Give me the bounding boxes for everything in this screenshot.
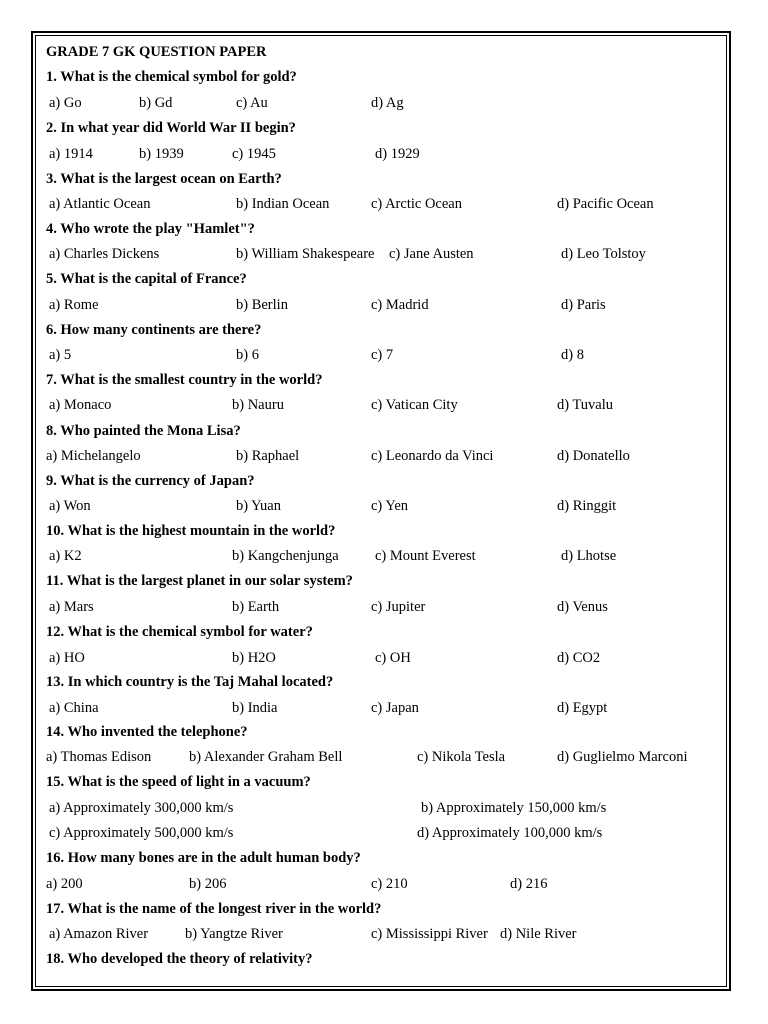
question-7: 7. What is the smallest country in the world?	[46, 372, 323, 388]
q14-option-a: a) Thomas Edison	[46, 749, 152, 765]
q13-option-d: d) Egypt	[557, 700, 608, 716]
q11-option-c: c) Jupiter	[371, 599, 426, 615]
q2-option-d: d) 1929	[375, 146, 420, 162]
question-14: 14. Who invented the telephone?	[46, 724, 248, 740]
q7-option-c: c) Vatican City	[371, 397, 458, 413]
q1-option-a: a) Go	[49, 95, 82, 111]
q16-option-a: a) 200	[46, 876, 83, 892]
q6-option-a: a) 5	[49, 347, 72, 363]
q3-option-a: a) Atlantic Ocean	[49, 196, 151, 212]
q13-option-c: c) Japan	[371, 700, 419, 716]
q15-option-d: d) Approximately 100,000 km/s	[417, 825, 603, 841]
question-17: 17. What is the name of the longest river in the world?	[46, 901, 382, 917]
q3-option-d: d) Pacific Ocean	[557, 196, 654, 212]
q11-option-d: d) Venus	[557, 599, 608, 615]
q16-option-b: b) 206	[189, 876, 227, 892]
question-2: 2. In what year did World War II begin?	[46, 120, 296, 136]
question-13: 13. In which country is the Taj Mahal located?	[46, 674, 334, 690]
q14-option-d: d) Guglielmo Marconi	[557, 749, 688, 765]
q8-option-d: d) Donatello	[557, 448, 630, 464]
question-10: 10. What is the highest mountain in the world?	[46, 523, 336, 539]
q11-option-b: b) Earth	[232, 599, 280, 615]
q5-option-a: a) Rome	[49, 297, 99, 313]
q12-option-b: b) H2O	[232, 650, 276, 666]
q14-option-b: b) Alexander Graham Bell	[189, 749, 343, 765]
question-5: 5. What is the capital of France?	[46, 271, 247, 287]
question-18: 18. Who developed the theory of relativity?	[46, 951, 313, 967]
q3-option-c: c) Arctic Ocean	[371, 196, 462, 212]
q2-option-a: a) 1914	[49, 146, 93, 162]
q4-option-c: c) Jane Austen	[389, 246, 474, 262]
q5-option-b: b) Berlin	[236, 297, 288, 313]
q1-option-c: c) Au	[236, 95, 268, 111]
q11-option-a: a) Mars	[49, 599, 94, 615]
q1-option-d: d) Ag	[371, 95, 404, 111]
q6-option-d: d) 8	[561, 347, 584, 363]
question-8: 8. Who painted the Mona Lisa?	[46, 423, 241, 439]
q16-option-d: d) 216	[510, 876, 548, 892]
q10-option-c: c) Mount Everest	[375, 548, 476, 564]
q9-option-d: d) Ringgit	[557, 498, 617, 514]
question-15: 15. What is the speed of light in a vacuum?	[46, 774, 311, 790]
q13-option-b: b) India	[232, 700, 278, 716]
question-4: 4. Who wrote the play "Hamlet"?	[46, 221, 255, 237]
q2-option-b: b) 1939	[139, 146, 184, 162]
q17-option-c: c) Mississippi River	[371, 926, 488, 942]
q1-option-b: b) Gd	[139, 95, 173, 111]
q6-option-c: c) 7	[371, 347, 394, 363]
q10-option-b: b) Kangchenjunga	[232, 548, 339, 564]
q7-option-a: a) Monaco	[49, 397, 112, 413]
q16-option-c: c) 210	[371, 876, 408, 892]
q12-option-d: d) CO2	[557, 650, 601, 666]
q9-option-a: a) Won	[49, 498, 91, 514]
q10-option-d: d) Lhotse	[561, 548, 617, 564]
q9-option-c: c) Yen	[371, 498, 409, 514]
q4-option-a: a) Charles Dickens	[49, 246, 160, 262]
page-title: GRADE 7 GK QUESTION PAPER	[46, 44, 267, 60]
question-11: 11. What is the largest planet in our solar system?	[46, 573, 353, 589]
q14-option-c: c) Nikola Tesla	[417, 749, 506, 765]
q8-option-a: a) Michelangelo	[46, 448, 141, 464]
question-1: 1. What is the chemical symbol for gold?	[46, 69, 297, 85]
q3-option-b: b) Indian Ocean	[236, 196, 330, 212]
q12-option-c: c) OH	[375, 650, 411, 666]
q17-option-a: a) Amazon River	[49, 926, 149, 942]
q7-option-b: b) Nauru	[232, 397, 284, 413]
question-3: 3. What is the largest ocean on Earth?	[46, 171, 282, 187]
q15-option-b: b) Approximately 150,000 km/s	[421, 800, 607, 816]
q17-option-d: d) Nile River	[500, 926, 577, 942]
question-16: 16. How many bones are in the adult human body?	[46, 850, 361, 866]
q6-option-b: b) 6	[236, 347, 259, 363]
q9-option-b: b) Yuan	[236, 498, 281, 514]
q10-option-a: a) K2	[49, 548, 82, 564]
q8-option-b: b) Raphael	[236, 448, 300, 464]
q15-option-a: a) Approximately 300,000 km/s	[49, 800, 234, 816]
q5-option-c: c) Madrid	[371, 297, 429, 313]
q15-option-c: c) Approximately 500,000 km/s	[49, 825, 234, 841]
q7-option-d: d) Tuvalu	[557, 397, 614, 413]
q2-option-c: c) 1945	[232, 146, 276, 162]
q8-option-c: c) Leonardo da Vinci	[371, 448, 494, 464]
q12-option-a: a) HO	[49, 650, 85, 666]
question-6: 6. How many continents are there?	[46, 322, 262, 338]
question-12: 12. What is the chemical symbol for water?	[46, 624, 313, 640]
question-9: 9. What is the currency of Japan?	[46, 473, 255, 489]
q17-option-b: b) Yangtze River	[185, 926, 283, 942]
q4-option-d: d) Leo Tolstoy	[561, 246, 646, 262]
q4-option-b: b) William Shakespeare	[236, 246, 375, 262]
q13-option-a: a) China	[49, 700, 99, 716]
q5-option-d: d) Paris	[561, 297, 606, 313]
